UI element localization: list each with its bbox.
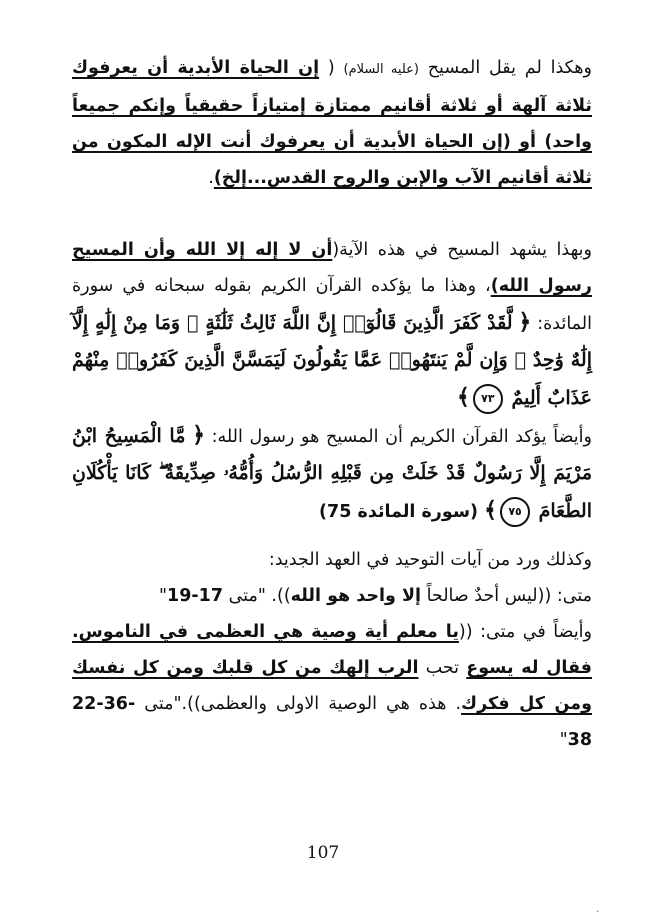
spacer <box>72 196 592 232</box>
text: وهكذا لم يقل المسيح <box>418 58 592 78</box>
quran-verse: مَّا الْمَسِيحُ ابْنُ مَرْيَمَ إِلَّا رَسُولٌ قَدْ خَلَتْ مِن قَبْلِهِ الرُّسُلُ وَأُمُّهُۥ صِدِّيقَةٌ ۖ كَانَا يَأْكُلَانِ الطَّعَامَ <box>72 425 592 522</box>
quoted-statement: إن الحياة الأبدية أن يعرفوك ثلاثة آلهة أو ثلاثة أقانيم ممتازة إمتيازاً حقيقياً وإنكم جميعاً واحد) أو (إن الحياة الأبدية أن يعرفوك أنت الإله المكون من ثلاثة أقانيم الآب والإبن والروح القدس...إلخ) <box>72 58 592 188</box>
matthew-quote-1: متى: ((ليس أحدٌ صالحاً إلا واحد هو الله)). "متى 19-17" <box>158 586 592 606</box>
text: ، وهذا ما يؤكده القرآن الكريم بقوله سبحانه في سورة المائدة: <box>72 276 592 334</box>
matthew-quote-2: وأيضاً في متى: ((يا معلم أية وصية هي العظمى في الناموس. فقال له يسوع تحب الرب إلهك من كل قلبك ومن كل نفسك ومن كل فكرك. هذه هي الوصية الاولى والعظمى))."متى 22-36-38" <box>72 622 592 750</box>
new-testament-intro: وكذلك ورد من آيات التوحيد في العهد الجديد: <box>268 550 592 570</box>
text: وبهذا يشهد المسيح في هذه الآية( <box>332 240 592 260</box>
verse-number-badge: ٧٣ <box>473 384 503 414</box>
surah-reference: (سورة المائدة 75) <box>319 502 485 522</box>
paragraph-testimony <box>72 232 592 417</box>
ornate-bracket-close: ﴾ <box>484 497 498 523</box>
spacer <box>72 530 592 542</box>
text: وأيضاً يؤكد القرآن الكريم أن المسيح هو رسول الله: <box>204 427 592 447</box>
page-number: 107 <box>306 843 340 863</box>
ornate-bracket-open: ﴿ <box>518 309 532 335</box>
corner-mark: . <box>596 904 600 915</box>
paragraph-messenger <box>72 417 592 530</box>
text: . <box>208 168 214 188</box>
verse-number-badge: ٧٥ <box>500 497 530 527</box>
quran-verse: لَّقَدْ كَفَرَ الَّذِينَ قَالُوٓا۟ إِنَّ اللَّهَ ثَالِثُ ثَلَٰثَةٍ ۘ وَمَا مِنْ إِلَٰهٍ إِلَّآ إِلَٰهٌ وَٰحِدٌ ۚ وَإِن لَّمْ يَنتَهُوا۟ عَمَّا يَقُولُونَ لَيَمَسَّنَّ الَّذِينَ كَفَرُوا۟ مِنْهُمْ عَذَابٌ أَلِيمٌ <box>72 312 592 409</box>
document-page <box>72 50 592 758</box>
ornate-bracket-open: ﴿ <box>192 422 205 448</box>
paragraph-trinity <box>72 50 592 196</box>
testimony-quote: أن لا إله إلا الله وأن المسيح رسول الله) <box>72 240 592 296</box>
ornate-bracket-close: ﴾ <box>456 384 470 410</box>
text: ( <box>319 58 344 78</box>
honorific: (عليه السلام) <box>343 62 419 77</box>
